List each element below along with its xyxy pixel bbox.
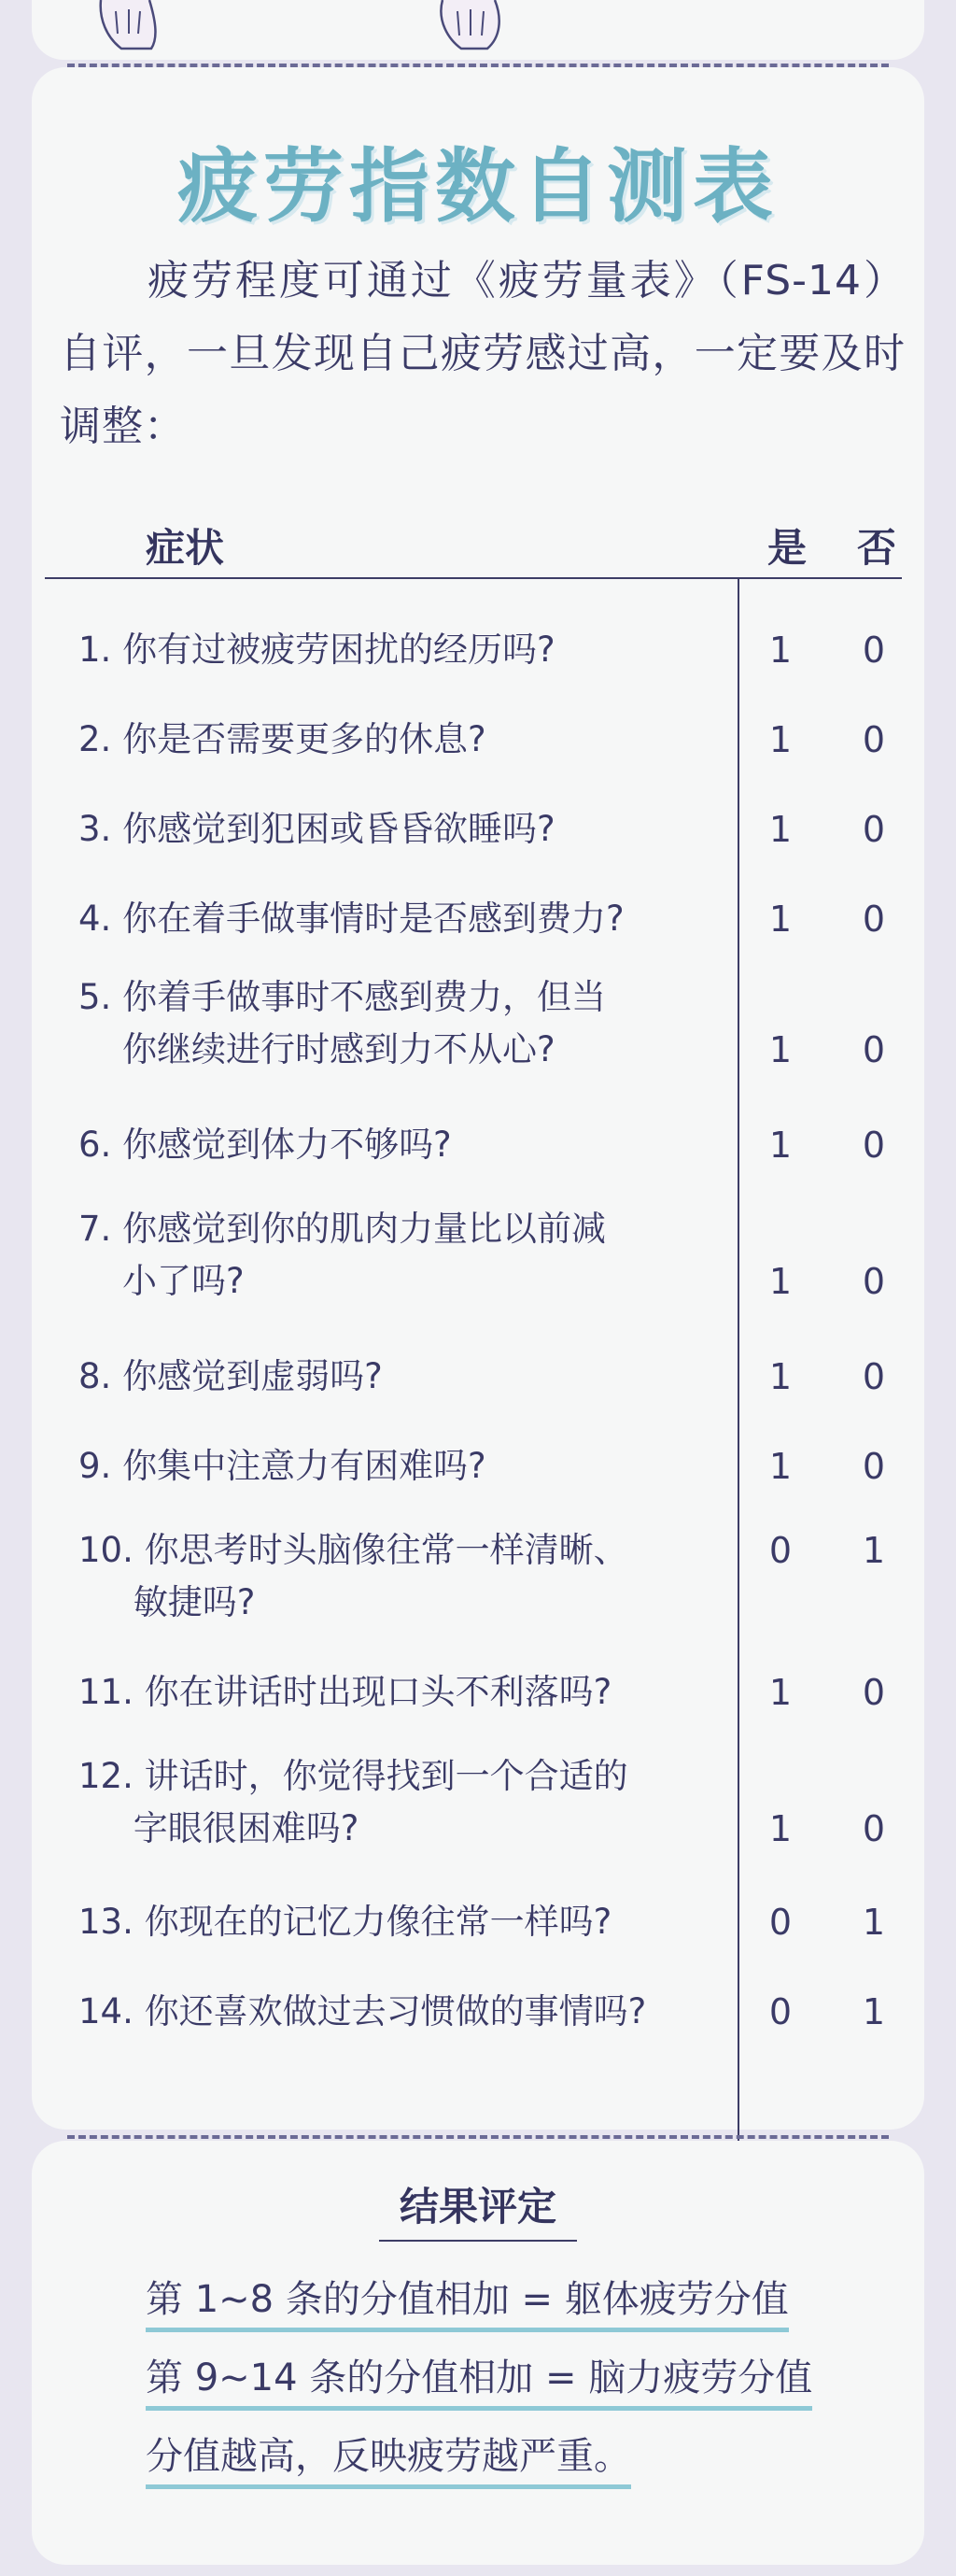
result-line-3: 分值越高，反映疲劳越严重。 [146,2430,631,2489]
header-no: 否 [857,525,897,571]
question-text: 12. 讲话时，你觉得找到一个合适的 字眼很困难吗? [78,1756,628,1848]
hand-illustration-left [93,0,168,56]
header-yes: 是 [767,525,808,571]
question-text: 9. 你集中注意力有困难吗? [78,1446,486,1486]
question-text: 3. 你感觉到犯困或昏昏欲睡吗? [78,809,555,849]
result-line-2: 第 9~14 条的分值相加 = 脑力疲劳分值 [146,2352,812,2411]
score-yes: 1 [768,1261,793,1302]
score-yes: 1 [768,1029,793,1070]
question-text: 8. 你感觉到虚弱吗? [78,1356,383,1396]
score-no: 0 [862,1125,886,1166]
score-yes: 1 [768,1125,793,1166]
column-divider [738,577,739,2186]
score-yes: 1 [768,1446,793,1487]
question-text: 5. 你着手做事时不感到费力，但当 你继续进行时感到力不从心? [78,977,607,1069]
score-no: 0 [862,809,886,850]
score-no: 1 [862,1530,886,1571]
score-no: 1 [862,1991,886,2032]
score-no: 0 [862,719,886,760]
result-title-underline [379,2240,577,2242]
score-no: 0 [862,1446,886,1487]
questionnaire-card [32,67,924,2130]
score-no: 0 [862,1808,886,1849]
score-no: 0 [862,1672,886,1713]
header-symptom: 症状 [146,525,225,571]
question-text: 2. 你是否需要更多的休息? [78,719,486,759]
score-yes: 1 [768,1672,793,1713]
score-no: 0 [862,1029,886,1070]
question-text: 10. 你思考时头脑像往常一样清晰、 敏捷吗? [78,1530,628,1622]
score-yes: 1 [768,1356,793,1397]
page-title: 疲劳指数自测表 [177,140,779,234]
score-yes: 1 [768,630,793,671]
question-text: 13. 你现在的记忆力像往常一样吗? [78,1902,612,1942]
top-card [32,0,924,60]
score-yes: 1 [768,899,793,940]
question-text: 1. 你有过被疲劳困扰的经历吗? [78,630,555,670]
question-text: 6. 你感觉到体力不够吗? [78,1125,452,1165]
score-yes: 1 [768,809,793,850]
header-divider [45,577,902,579]
score-no: 0 [862,899,886,940]
result-title: 结果评定 [399,2184,556,2229]
score-no: 0 [862,630,886,671]
score-yes: 1 [768,1808,793,1849]
score-yes: 0 [768,1902,793,1943]
question-text: 7. 你感觉到你的肌肉力量比以前减 小了吗? [78,1209,607,1301]
question-text: 4. 你在着手做事情时是否感到费力? [78,899,625,939]
result-card [32,2141,924,2565]
score-yes: 1 [768,719,793,760]
intro-paragraph: 疲劳程度可通过《疲劳量表》（FS-14）自评，一旦发现自己疲劳感过高，一定要及时调整： [60,257,906,450]
result-line-1: 第 1~8 条的分值相加 = 躯体疲劳分值 [146,2273,789,2332]
score-no: 0 [862,1261,886,1302]
score-yes: 0 [768,1991,793,2032]
hand-illustration-right [433,0,508,56]
question-text: 14. 你还喜欢做过去习惯做的事情吗? [78,1991,647,2031]
score-no: 0 [862,1356,886,1397]
question-text: 11. 你在讲话时出现口头不利落吗? [78,1672,612,1712]
perforation-divider-bottom [67,2135,889,2139]
score-no: 1 [862,1902,886,1943]
score-yes: 0 [768,1530,793,1571]
